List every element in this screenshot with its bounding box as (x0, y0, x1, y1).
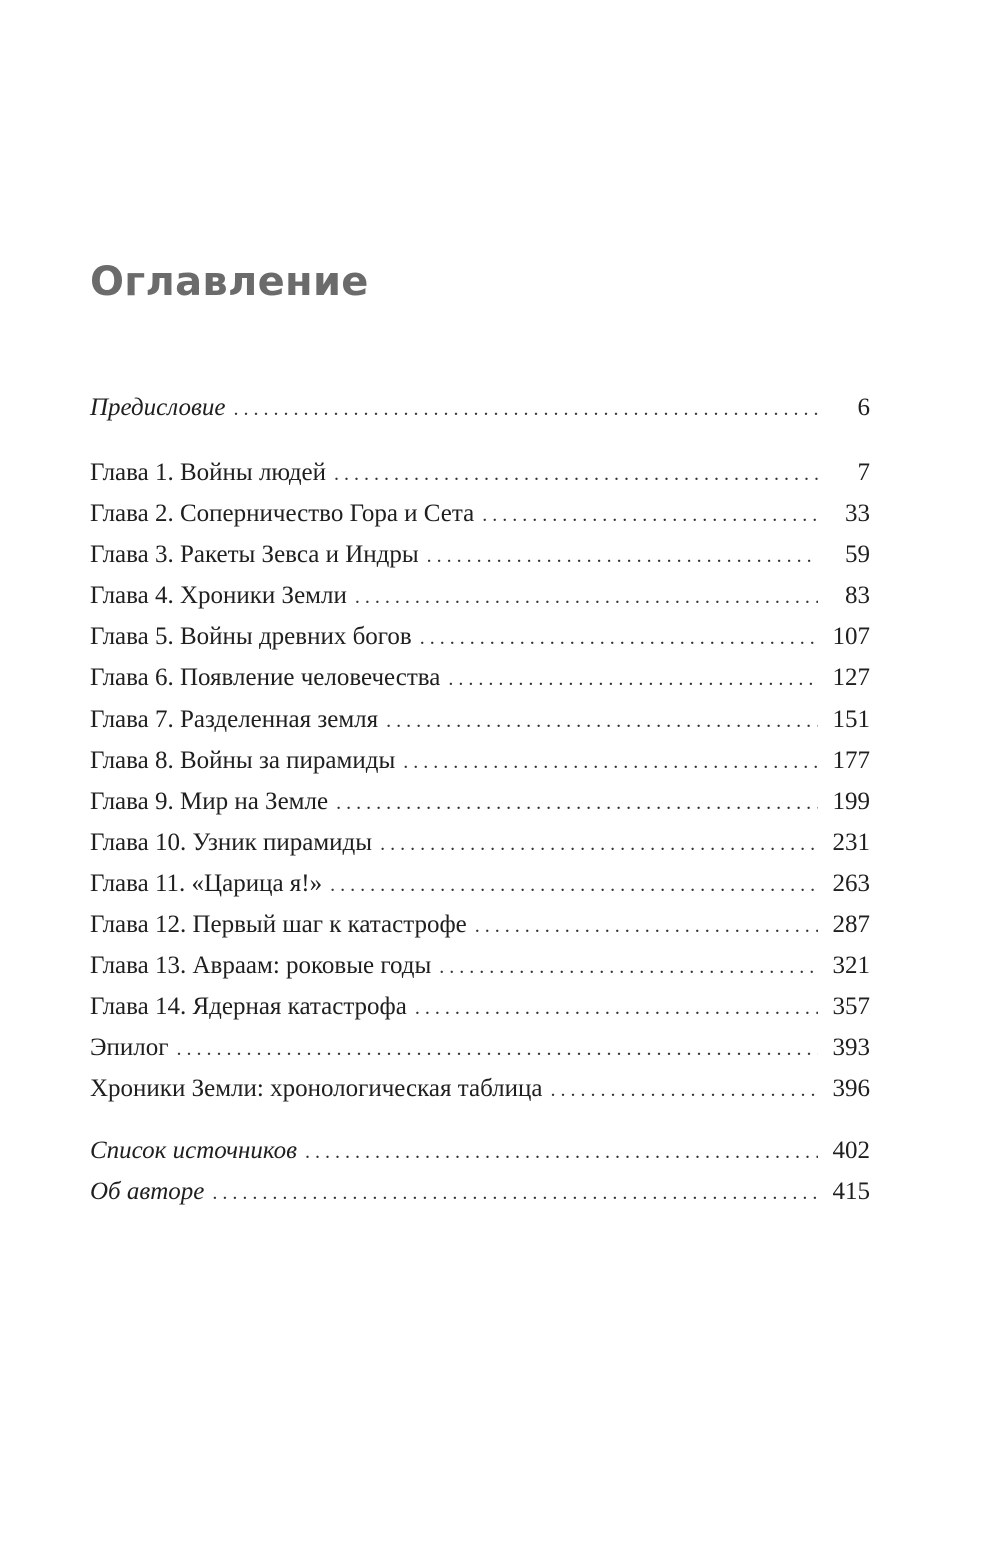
toc-entry[interactable] (90, 664, 870, 705)
dot-leader (355, 586, 818, 609)
toc-entry-label: Глава 7. Разделенная земля (90, 705, 379, 733)
toc-entry-page-number: 107 (832, 623, 870, 651)
dot-leader (233, 398, 818, 421)
toc-entry[interactable] (90, 911, 870, 952)
dot-leader (386, 710, 818, 733)
toc-entry-label: Глава 3. Ракеты Зевса и Индры (90, 541, 419, 569)
toc-entry[interactable] (90, 1034, 870, 1075)
toc-entry-page-number: 321 (832, 952, 870, 980)
toc-entry-page-number: 396 (832, 1075, 870, 1103)
dot-leader (336, 792, 818, 815)
toc-entry-page-number: 402 (832, 1137, 870, 1164)
dot-leader (334, 463, 818, 486)
toc-entry-label: Глава 2. Соперничество Гора и Сета (90, 500, 475, 528)
toc-entry-label: Глава 9. Мир на Земле (90, 787, 329, 815)
toc-entry-page-number: 127 (832, 664, 870, 692)
toc-entry-page-number: 177 (832, 746, 870, 774)
toc-entry-label: Глава 10. Узник пирамиды (90, 828, 373, 856)
toc-entry[interactable] (90, 394, 870, 435)
toc-entry-page-number: 83 (845, 582, 870, 610)
dot-leader (403, 751, 818, 774)
dot-leader (551, 1079, 819, 1102)
toc-entry[interactable] (90, 706, 870, 747)
toc-entry-page-number: 151 (832, 705, 870, 733)
dot-leader (305, 1141, 818, 1164)
toc-entry[interactable] (90, 1178, 870, 1219)
page-title: Оглавление (90, 259, 369, 305)
toc-entry-label: Хроники Земли: хронологическая таблица (90, 1075, 543, 1103)
toc-entry-label: Глава 13. Авраам: роковые годы (90, 952, 432, 980)
dot-leader (330, 874, 818, 897)
dot-leader (439, 956, 818, 979)
toc-entry-page-number: 33 (845, 500, 870, 528)
toc-entry[interactable] (90, 1075, 870, 1116)
toc-entry-page-number: 415 (832, 1178, 870, 1206)
toc-entry-label: Глава 4. Хроники Земли (90, 582, 347, 610)
toc-entry-label: Глава 5. Войны древних богов (90, 623, 412, 651)
toc-entry-label: Глава 12. Первый шаг к катастрофе (90, 911, 467, 939)
toc-entry-label: Глава 1. Войны людей (90, 459, 327, 486)
toc-entry-label: Эпилог (90, 1034, 169, 1062)
toc-front-matter (90, 394, 870, 435)
dot-leader (380, 833, 818, 856)
toc-entry-page-number: 6 (857, 394, 870, 421)
toc-entry-page-number: 231 (832, 828, 870, 856)
toc-entry[interactable] (90, 788, 870, 829)
toc-entry-label: Глава 8. Войны за пирамиды (90, 746, 396, 774)
dot-leader (420, 627, 818, 650)
toc-entry[interactable] (90, 500, 870, 541)
dot-leader (475, 915, 818, 938)
toc-entry-label: Глава 6. Появление человечества (90, 664, 441, 692)
toc-entry[interactable] (90, 829, 870, 870)
toc-entry-label: Об авторе (90, 1178, 205, 1206)
toc-back-matter (90, 1137, 870, 1219)
toc-entry-page-number: 393 (832, 1034, 870, 1062)
toc-entry[interactable] (90, 1137, 870, 1178)
dot-leader (177, 1038, 819, 1061)
toc-entry[interactable] (90, 623, 870, 664)
toc-entry[interactable] (90, 459, 870, 500)
toc-entry-label: Глава 11. «Царица я!» (90, 869, 323, 897)
toc-entry-label: Предисловие (90, 394, 226, 421)
toc-entry-page-number: 263 (832, 869, 870, 897)
dot-leader (448, 668, 818, 691)
toc-entry[interactable] (90, 870, 870, 911)
dot-leader (482, 504, 818, 527)
toc-entry-page-number: 7 (857, 459, 870, 486)
dot-leader (212, 1182, 818, 1205)
dot-leader (427, 545, 818, 568)
toc-entry[interactable] (90, 541, 870, 582)
toc-entry[interactable] (90, 993, 870, 1034)
toc-entry-page-number: 357 (832, 993, 870, 1021)
dot-leader (415, 997, 818, 1020)
toc-chapters (90, 459, 870, 1117)
toc-entry[interactable] (90, 952, 870, 993)
toc-entry[interactable] (90, 582, 870, 623)
toc-entry-label: Список источников (90, 1137, 298, 1164)
toc-entry-page-number: 59 (845, 541, 870, 569)
toc-entry-label: Глава 14. Ядерная катастрофа (90, 993, 407, 1021)
toc-entry-page-number: 287 (832, 911, 870, 939)
toc-entry-page-number: 199 (832, 787, 870, 815)
toc-entry[interactable] (90, 747, 870, 788)
